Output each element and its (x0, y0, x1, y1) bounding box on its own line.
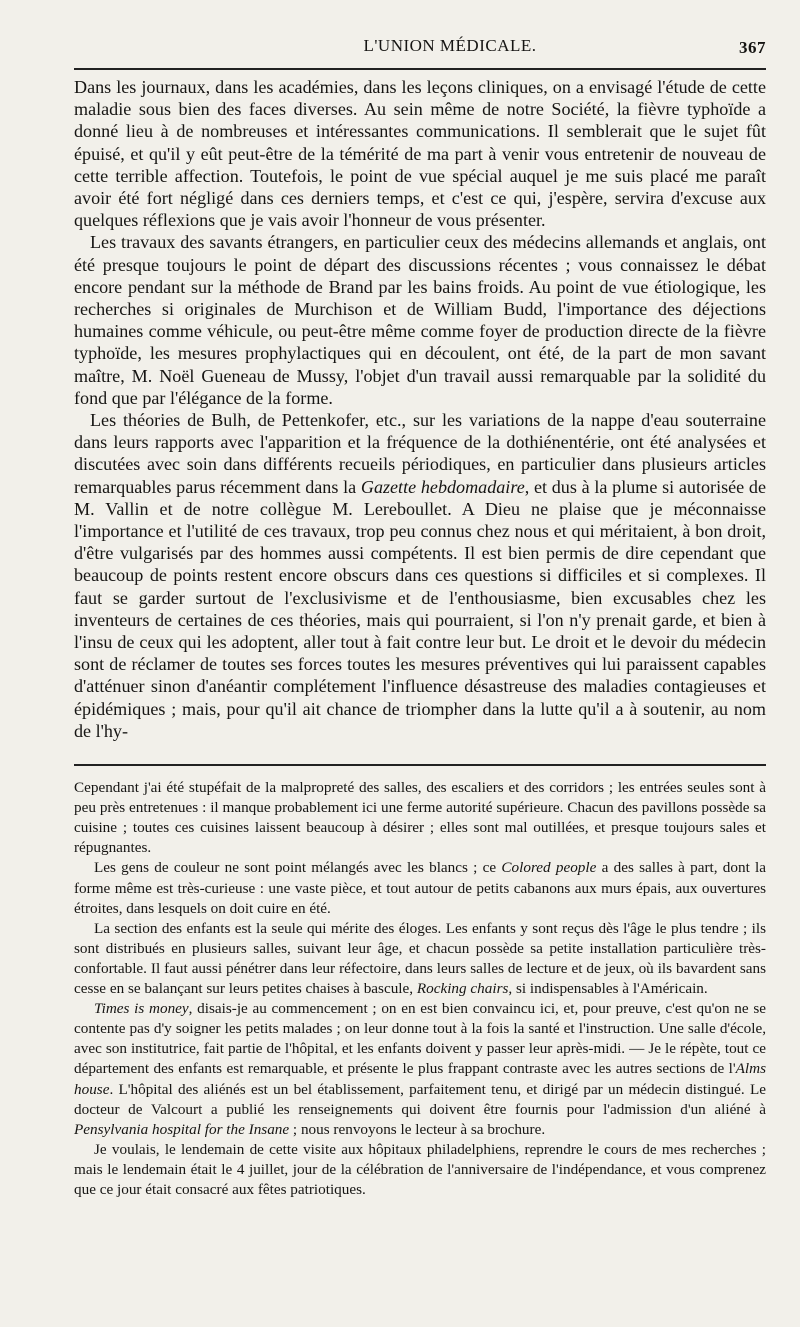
note-paragraph-3 (74, 919, 766, 999)
note-paragraph-2 (74, 858, 766, 918)
note-2-text-a: Les gens de couleur ne sont point mélangés avec les blancs ; ce (94, 859, 497, 877)
footnote-divider (74, 764, 766, 766)
note-3-italic: Rocking chairs (416, 980, 509, 998)
note-4-italic-3: Pensylvania hospital for the Insane (74, 1120, 290, 1138)
page-number: 367 (739, 38, 766, 57)
paragraph-2: Les travaux des savants étrangers, en particulier ceux des médecins allemands et anglais, ont été presque toujours le point de départ des discussions récentes ; vous connaissez le débat encore pendant sur la méthode de Brand par les bains froids. Au point de vue étiologique, les recherches si originales de Murchison et de William Budd, l'importance des déjections humaines comme véhicule, ou peut-être même comme foyer de production directe de la fièvre typhoïde, les mesures prophylactiques qui en découlent, ont été, de la part de mon savant maître, M. Noël Gueneau de Mussy, l'objet d'un travail aussi remarquable par la solidité du fond que par l'élégance de la forme. (74, 232, 766, 408)
note-4-text-b: . L'hôpital des aliénés est un bel établissement, parfaitement tenu, et dirigé par un médecin distingué. Le docteur de Valcourt a publié les renseignements qui doivent être fournis pour l'admission d'un aliéné à (74, 1080, 766, 1118)
footnote-section (74, 778, 766, 1200)
note-4-text-c: ; nous renvoyons le lecteur à sa brochure. (289, 1120, 546, 1138)
note-3-text-a: La section des enfants est la seule qui mérite des éloges. Les enfants y sont reçus dès l'âge le plus tendre ; ils sont distribués en plusieurs salles, suivant leur âge, et chacun possède sa petite installation particulière très-confortable. Il faut aussi pénétrer dans leur réfectoire, dans leurs salles de lecture et de jeux, où ils bavardent sans cesse en se balançant sur leurs petites chaises à bascule, (74, 919, 766, 998)
note-2-text-b: a des salles à part, dont la forme même est très-curieuse : une vaste pièce, et tout autour de petits cabanons aux murs épais, aux ouvertures étroites, dans lesquels on doit cuire en été. (74, 859, 767, 917)
main-text (74, 76, 766, 742)
note-paragraph-5: Je voulais, le lendemain de cette visite aux hôpitaux philadelphiens, reprendre le cours de mes recherches ; mais le lendemain était le 4 juillet, jour de la célébration de l'anniversaire de l'indépendance, et vous comprenez que ce jour était consacré aux fêtes patriotiques. (74, 1140, 766, 1198)
running-header (74, 32, 766, 62)
journal-title: Gazette hebdomadaire (360, 476, 525, 497)
note-3-text-b: , si indispensables à l'Américain. (508, 980, 708, 998)
note-4-italic-1: Times is money (94, 1000, 189, 1018)
header-rule (74, 68, 766, 70)
note-paragraph-4 (74, 999, 766, 1140)
running-title: L'UNION MÉDICALE. (363, 36, 537, 55)
note-4-italic-2: Alms house (74, 1060, 766, 1098)
paragraph-3 (74, 409, 766, 742)
paragraph-3-text-b: , et dus à la plume si autorisée de M. Vallin et de notre collègue M. Lereboullet. A Dieu ne plaise que je méconnaisse l'importance et l'utilité de ces travaux, trop peu connus chez nous et qui méritaient, à bon droit, d'être vulgarisés par des hommes aussi compétents. Il est bien permis de dire cependant que beaucoup de points restent encore obscurs dans ces questions si difficiles et si complexes. Il faut se garder surtout de l'exclusivisme et de l'enthousiasme, bien excusables chez les inventeurs de certaines de ces théories, mais qui pourraient, si l'on n'y prenait garde, et bien à l'insu de ceux qui les adoptent, aller tout à fait contre leur but. Le droit et le devoir du médecin sont de réclamer de toutes ses forces toutes les mesures préventives qui lui paraissent capables d'atténuer sinon d'anéantir complétement l'influence désastreuse des maladies contagieuses et épidémiques ; mais, pour qu'il ait chance de triompher dans la lutte qu'il a à soutenir, au nom de l'hy- (74, 476, 767, 741)
note-2-italic: Colored people (501, 859, 597, 877)
note-4-text-a: , disais-je au commencement ; on en est bien convaincu ici, et, pour preuve, c'est qu'on ne se contente pas d'y soigner les petits malades ; on leur donne tout à la fois la santé et l'instruction. Une salle d'école, avec son institutrice, fait partie de l'hôpital, et les enfants doivent y passer leur après-midi. — Je le répète, tout ce département des enfants est remarquable, et présente le plus frappant contraste avec les autres sections de l' (74, 1000, 767, 1078)
note-paragraph-1: Cependant j'ai été stupéfait de la malpropreté des salles, des escaliers et des corridors ; les entrées seules sont à peu près entretenues : il manque probablement ici une ferme autorité supérieure. Chacun des pavillons possède sa cuisine ; toutes ces cuisines laissent beaucoup à désirer ; elles sont mal outillées, et presque toujours sales et répugnantes. (74, 779, 766, 857)
paragraph-3-text-a: Les théories de Bulh, de Pettenkofer, etc., sur les variations de la nappe d'eau souterraine dans leurs rapports avec l'apparition et la fréquence de la dothiénentérie, ont été analysées et discutées avec soin dans différents recueils périodiques, en particulier dans plusieurs articles remarquables parus récemment dans la (74, 410, 766, 497)
paragraph-1: Dans les journaux, dans les académies, dans les leçons cliniques, on a envisagé l'étude de cette maladie sous bien des faces diverses. Au sein même de notre Société, la fièvre typhoïde a donné lieu à de nombreuses et intéressantes communications. Il semblerait que le sujet fût épuisé, et qu'il y eût peut-être de la témérité de ma part à venir vous entretenir de nouveau de cette terrible affection. Toutefois, le point de vue spécial auquel je me suis placé me paraît avoir été fort négligé dans ces derniers temps, et c'est ce qui, j'espère, servira d'excuse aux quelques réflexions que je vais avoir l'honneur de vous présenter. (74, 77, 766, 231)
